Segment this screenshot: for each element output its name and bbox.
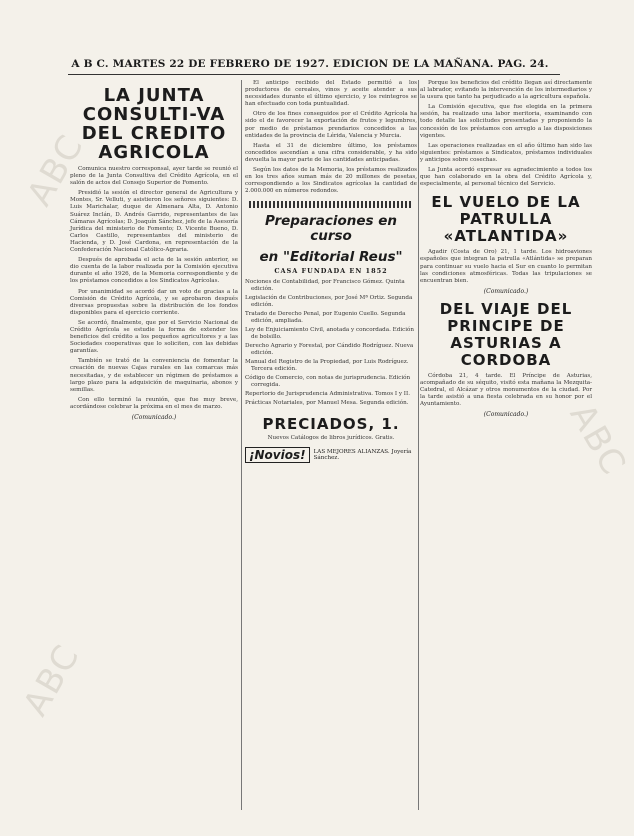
header-rule	[68, 74, 560, 75]
paragraph: Se acordó, finalmente, que por el Servicio Nacional de Crédito Agrícola se estudie la forma de extender los beneficios del crédito a los pequeños agricultores y a las Sociedades cooperativas que lo soliciten, con las debidas garantías.	[70, 319, 238, 355]
column-2	[245, 80, 417, 810]
watermark: ABC	[15, 637, 89, 723]
article-principe-body	[420, 373, 592, 408]
novios-text: LAS MEJORES ALIANZAS. Joyería Sánchez.	[313, 449, 412, 462]
paragraph: La Junta acordó expresar su agradecimiento a todos los que han colaborado en la obra del Crédito Agrícola y, especialmente, al personal técnico del Servicio.	[420, 167, 592, 188]
column-3	[420, 80, 592, 810]
list-item: Prácticas Notariales, por Manuel Mesa. Segunda edición.	[245, 400, 409, 407]
paragraph: Hasta el 31 de diciembre último, los préstamos concedidos ascendían a una cifra considerable, y ha sido devuelta la mayor parte de las cantidades anticipadas.	[245, 142, 417, 163]
column-1	[70, 80, 238, 810]
ad-address-line: Nuevos Catálogos de libros jurídicos. Gratis.	[267, 435, 395, 442]
article-signature: (Comunicado.)	[483, 287, 529, 295]
paragraph: Las operaciones realizadas en el año último han sido las siguientes: préstamos a Sindicatos, préstamos individuales y anticipos sobre cosechas.	[420, 142, 592, 163]
headline-atlantida: EL VUELO DE LA PATRULLA «ATLANTIDA»	[431, 193, 581, 246]
paragraph: Comunica nuestro corresponsal, ayer tarde se reunió el pleno de la Junta Consultiva del Crédito Agrícola, en el salón de actos del Consejo Superior de Fomento.	[70, 166, 238, 187]
list-item: Manual del Registro de la Propiedad, por Luis Rodríguez. Tercera edición.	[245, 359, 409, 373]
article-signature: (Comunicado.)	[483, 411, 529, 419]
ad-address-title: PRECIADOS, 1.	[262, 415, 400, 434]
page-header: A B C. MARTES 22 DE FEBRERO DE 1927. EDICION DE LA MAÑANA. PAG. 24.	[71, 58, 549, 70]
novios-badge: ¡Novios!	[245, 447, 310, 463]
column-divider	[241, 80, 242, 810]
ad-headline-2: en "Editorial Reus"	[259, 249, 403, 266]
paragraph: Presidió la sesión el director general de Agricultura y Montes, Sr. Velluti, y asistieron los señores siguientes: D. Luis Marichalar, duque de Almenara Alta, D. Antonio Suárez Inclán, D. Andrés Garrido, representantes de las Cámaras Agrícolas; D. Joaquín Sánchez, jefe de la Asesoría Jurídica del ministerio de Fomento; D. Vicente Bueno, D. Carlos Castillo, representantes del ministerio de Hacienda, y D. José Cardona, en representación de la Confederación Nacional Católico-Agraria.	[70, 190, 238, 254]
watermark: ABC	[561, 397, 634, 483]
paragraph: Otro de los fines conseguidos por el Crédito Agrícola ha sido el de favorecer la exportación de frutos y legumbres, por medio de préstamos prendarios concedidos a las entidades de la provincia de Lérida, Valencia y Murcia.	[245, 111, 417, 139]
ad-headline-1: Preparaciones en curso	[264, 213, 397, 245]
list-item: Ley de Enjuiciamiento Civil, anotada y concordada. Edición de bolsillo.	[245, 327, 414, 341]
article-junta-continuation	[420, 80, 592, 188]
paragraph: Con ello terminó la reunión, que fue muy breve, acordándose celebrar la próxima en el mes de marzo.	[70, 396, 238, 410]
headline-junta: LA JUNTA CONSULTI-VA DEL CREDITO AGRICOLA	[81, 85, 227, 163]
paragraph: Agadir (Costa de Oro) 21, 1 tarde. Los hidroaviones españoles que integran la patrulla «Atlántida» se preparan para continuar su vuelo hacia el Sur en cuanto lo permitan las condiciones atmosféricas. Todas las tripulaciones se encuentran bien.	[420, 249, 592, 284]
list-item: Nociones de Contabilidad, por Francisco Gómez. Quinta edición.	[245, 279, 405, 293]
novios-ad	[245, 447, 417, 463]
decorative-border	[249, 201, 413, 208]
list-item: Derecho Agrario y Forestal, por Cándido Rodríguez. Nueva edición.	[245, 343, 414, 357]
ad-subhead: CASA FUNDADA EN 1852	[274, 267, 388, 276]
article-continuation	[245, 80, 417, 195]
article-junta-body	[70, 166, 238, 411]
ad-book-list	[245, 279, 417, 407]
list-item: Legislación de Contribuciones, por José Mª Ortiz. Segunda edición.	[245, 295, 413, 309]
paragraph: Después de aprobada el acta de la sesión anterior, se dio cuenta de la labor realizada por la Comisión ejecutiva durante el año 1926, de la Memoria correspondiente y de los préstamos concedidos a los Sindicatos Agrícolas.	[70, 257, 238, 285]
editorial-reus-ad	[245, 214, 417, 463]
paragraph: La Comisión ejecutiva, que fue elegida en la primera sesión, ha realizado una labor meritoria, examinando con todo detalle las solicitudes presentadas y proponiendo la concesión de los préstamos con arreglo a las disposiciones vigentes.	[420, 104, 592, 139]
list-item: Repertorio de Jurisprudencia Administrativa. Tomos I y II.	[245, 391, 410, 398]
watermark: ABC	[19, 127, 93, 213]
article-signature: (Comunicado.)	[131, 414, 177, 421]
paragraph: También se trató de la conveniencia de fomentar la creación de nuevas Cajas rurales en las comarcas más necesitadas, y de establecer un régimen de préstamos a largo plazo para la adquisición de maquinaria, abonos y semillas.	[70, 358, 238, 393]
list-item: Tratado de Derecho Penal, por Eugenio Cuello. Segunda edición, ampliada.	[245, 311, 406, 325]
paragraph: Córdoba 21, 4 tarde. El Príncipe de Asturias, acompañado de su séquito, visitó esta mañana la Mezquita-Catedral, el Alcázar y otros monumentos de la ciudad. Por la tarde asistió a una fiesta celebrada en su honor por el Ayuntamiento.	[420, 372, 592, 408]
paragraph: Por unanimidad se acordó dar un voto de gracias a la Comisión de Crédito Agrícola, y se aprobaron después diversas propuestas sobre la distribución de los fondos disponibles para el ejercicio corriente.	[70, 288, 238, 316]
paragraph: El anticipo recibido del Estado permitió a los productores de cereales, vinos y aceite atender a sus necesidades durante el último ejercicio, y los reintegros se han efectuado con toda puntualidad.	[245, 80, 417, 108]
column-divider	[418, 80, 419, 810]
paragraph: Porque los beneficios del crédito llegan así directamente al labrador, evitando la intervención de los intermediarios y la usura que tanto ha perjudicado a la agricultura española.	[420, 80, 592, 101]
list-item: Código de Comercio, con notas de jurisprudencia. Edición corregida.	[245, 375, 411, 389]
article-atlantida-body	[420, 249, 592, 284]
paragraph: Según los datos de la Memoria, los préstamos realizados en los tres años suman más de 20 millones de pesetas, correspondiendo a los Sindicatos agrícolas la cantidad de 2.000.000 en números redondos.	[245, 167, 417, 195]
headline-principe: DEL VIAJE DEL PRINCIPE DE ASTURIAS A CORDOBA	[439, 299, 573, 369]
